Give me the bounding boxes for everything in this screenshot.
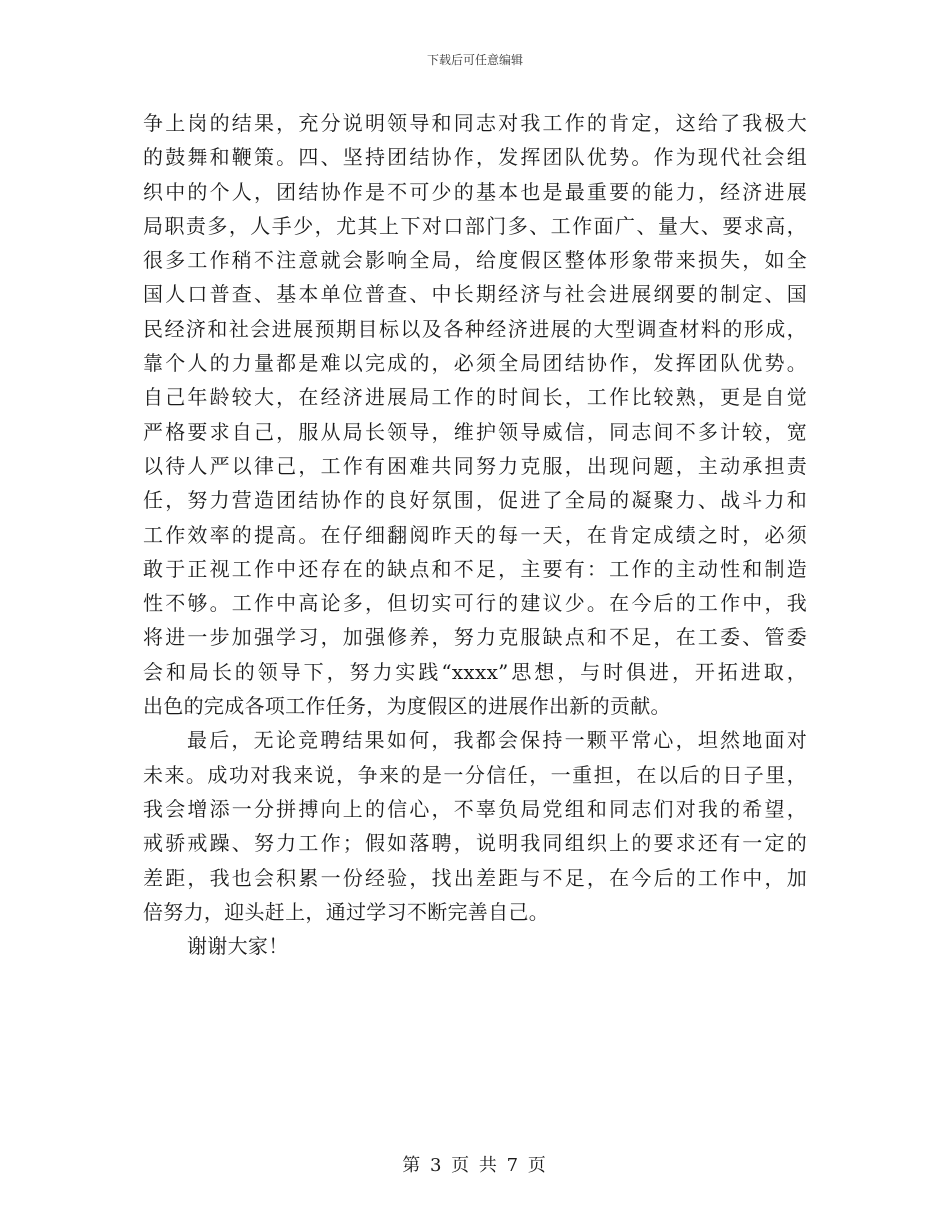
- text-line: 戒骄戒躁、努力工作；假如落聘，说明我同组织上的要求还有一定的: [143, 831, 807, 856]
- text-line: 工作效率的提高。在仔细翻阅昨天的每一天，在肯定成绩之时，必须: [143, 522, 807, 547]
- text-line: 差距，我也会积累一份经验，找出差距与不足，在今后的工作中，加: [143, 865, 807, 890]
- text-line: 未来。成功对我来说，争来的是一分信任，一重担，在以后的日子里，: [143, 762, 807, 787]
- document-body: [143, 106, 807, 963]
- text-line: 局职责多，人手少，尤其上下对口部门多、工作面广、量大、要求高，: [143, 213, 807, 238]
- text-line: 民经济和社会进展预期目标以及各种经济进展的大型调查材料的形成，: [143, 316, 807, 341]
- text-line: 织中的个人，团结协作是不可少的基本也是最重要的能力，经济进展: [143, 179, 807, 204]
- text-line: 的鼓舞和鞭策。四、坚持团结协作，发挥团队优势。作为现代社会组: [143, 145, 807, 170]
- text-line: 很多工作稍不注意就会影响全局，给度假区整体形象带来损失，如全: [143, 248, 807, 273]
- text-line: 靠个人的力量都是难以完成的，必须全局团结协作，发挥团队优势。: [143, 351, 807, 376]
- text-line: 敢于正视工作中还存在的缺点和不足，主要有：工作的主动性和制造: [143, 556, 807, 581]
- text-line: 会和局长的领导下，努力实践“xxxx”思想，与时俱进，开拓进取，: [143, 659, 807, 684]
- text-line: 严格要求自己，服从局长领导，维护领导威信，同志间不多计较，宽: [143, 419, 807, 444]
- text-line: 自己年龄较大，在经济进展局工作的时间长，工作比较熟，更是自觉: [143, 385, 807, 410]
- text-line: 倍努力，迎头赶上，通过学习不断完善自己。: [143, 899, 549, 924]
- text-line: 国人口普查、基本单位普查、中长期经济与社会进展纲要的制定、国: [143, 282, 807, 307]
- text-line: 将进一步加强学习，加强修养，努力克服缺点和不足，在工委、管委: [143, 625, 807, 650]
- closing-line: 谢谢大家！: [187, 934, 289, 959]
- text-line: 争上岗的结果，充分说明领导和同志对我工作的肯定，这给了我极大: [143, 111, 807, 135]
- text-line: 我会增添一分拼搏向上的信心，不辜负局党组和同志们对我的希望，: [143, 796, 807, 821]
- text-line: 最后，无论竞聘结果如何，我都会保持一颗平常心，坦然地面对: [187, 728, 807, 753]
- text-line: 以待人严以律己，工作有困难共同努力克服，出现问题，主动承担责: [143, 453, 807, 478]
- text-line: 出色的完成各项工作任务，为度假区的进展作出新的贡献。: [143, 694, 671, 719]
- text-line: 性不够。工作中高论多，但切实可行的建议少。在今后的工作中，我: [143, 591, 807, 616]
- page-header: 下载后可任意编辑: [426, 53, 523, 67]
- page-number: 第 3 页 共 7 页: [402, 1155, 548, 1176]
- text-line: 任，努力营造团结协作的良好氛围，促进了全局的凝聚力、战斗力和: [143, 488, 807, 513]
